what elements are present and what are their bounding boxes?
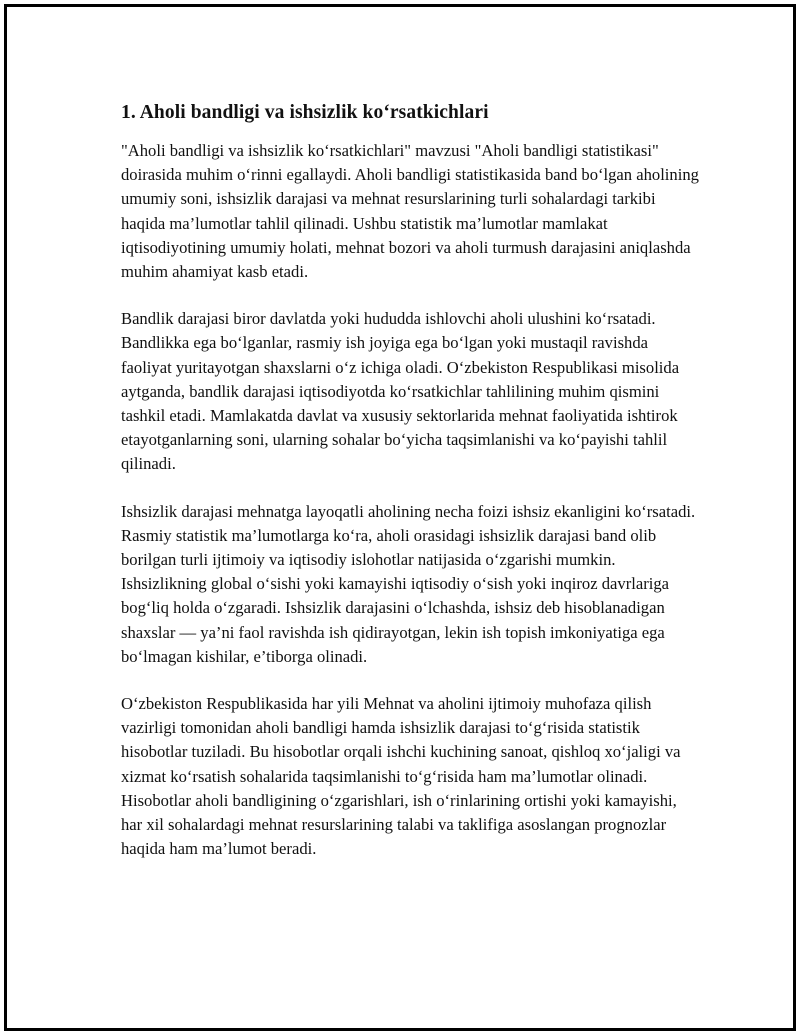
paragraph-unemployment-rate: Ishsizlik darajasi mehnatga layoqatli aholining necha foizi ishsiz ekanligini ko‘rsatadi. Rasmiy statistik ma’lumotlarga ko‘ra, aholi orasidagi ishsizlik darajasi band olib borilgan turli ijtimoiy va iqtisodiy islohotlar natijasida o‘zgarishi mumkin. Ishsizlikning global o‘sishi yoki kamayishi iqtisodiy o‘sish yoki inqiroz davrlariga bog‘liq holda o‘zgaradi. Ishsizlik darajasini o‘lchashda, ishsiz deb hisoblanadigan shaxslar — ya’ni faol ravishda ish qidirayotgan, lekin ish topish imkoniyatiga ega bo‘lmagan kishilar, e’tiborga olinadi.: [121, 501, 696, 666]
section-heading: 1. Aholi bandligi va ishsizlik ko‘rsatkichlari: [121, 102, 489, 123]
document-body: [121, 100, 701, 884]
page-frame: [4, 4, 796, 1031]
paragraph-reports: O‘zbekiston Respublikasida har yili Mehnat va aholini ijtimoiy muhofaza qilish vazirligi tomonidan aholi bandligi hamda ishsizlik darajasi to‘g‘risida statistik hisobotlar tuziladi. Bu hisobotlar orqali ishchi kuchining sanoat, qishloq xo‘jaligi va xizmat ko‘rsatish sohalarida taqsimlanishi to‘g‘risida ham ma’lumotlar olinadi. Hisobotlar aholi bandligining o‘zgarishlari, ish o‘rinlarining ortishi yoki kamayishi, har xil sohalardagi mehnat resurslarining talabi va taklifiga asoslangan prognozlar haqida ham ma’lumot beradi.: [121, 694, 681, 859]
paragraph-intro: "Aholi bandligi va ishsizlik ko‘rsatkichlari" mavzusi "Aholi bandligi statistikasi" doirasida muhim o‘rinni egallaydi. Aholi bandligi statistikasida band bo‘lgan aholining umumiy soni, ishsizlik darajasi va mehnat resurslarining turli sohalardagi tarkibi haqida ma’lumotlar tahlil qilinadi. Ushbu statistik ma’lumotlar mamlakat iqtisodiyotining umumiy holati, mehnat bozori va aholi turmush darajasini aniqlashda muhim ahamiyat kasb etadi.: [121, 141, 699, 282]
paragraph-employment-rate: Bandlik darajasi biror davlatda yoki hududda ishlovchi aholi ulushini ko‘rsatadi. Bandlikka ega bo‘lganlar, rasmiy ish joyiga ega bo‘lgan yoki mustaqil ravishda faoliyat yuritayotgan shaxslarni o‘z ichiga oladi. O‘zbekiston Respublikasi misolida aytganda, bandlik darajasi iqtisodiyotda ko‘rsatkichlar tahlilining muhim qismini tashkil etadi. Mamlakatda davlat va xususiy sektorlarida mehnat faoliyatida ishtirok etayotganlarning soni, ularning sohalar bo‘yicha taqsimlanishi va ko‘payishi tahlil qilinadi.: [121, 309, 680, 474]
